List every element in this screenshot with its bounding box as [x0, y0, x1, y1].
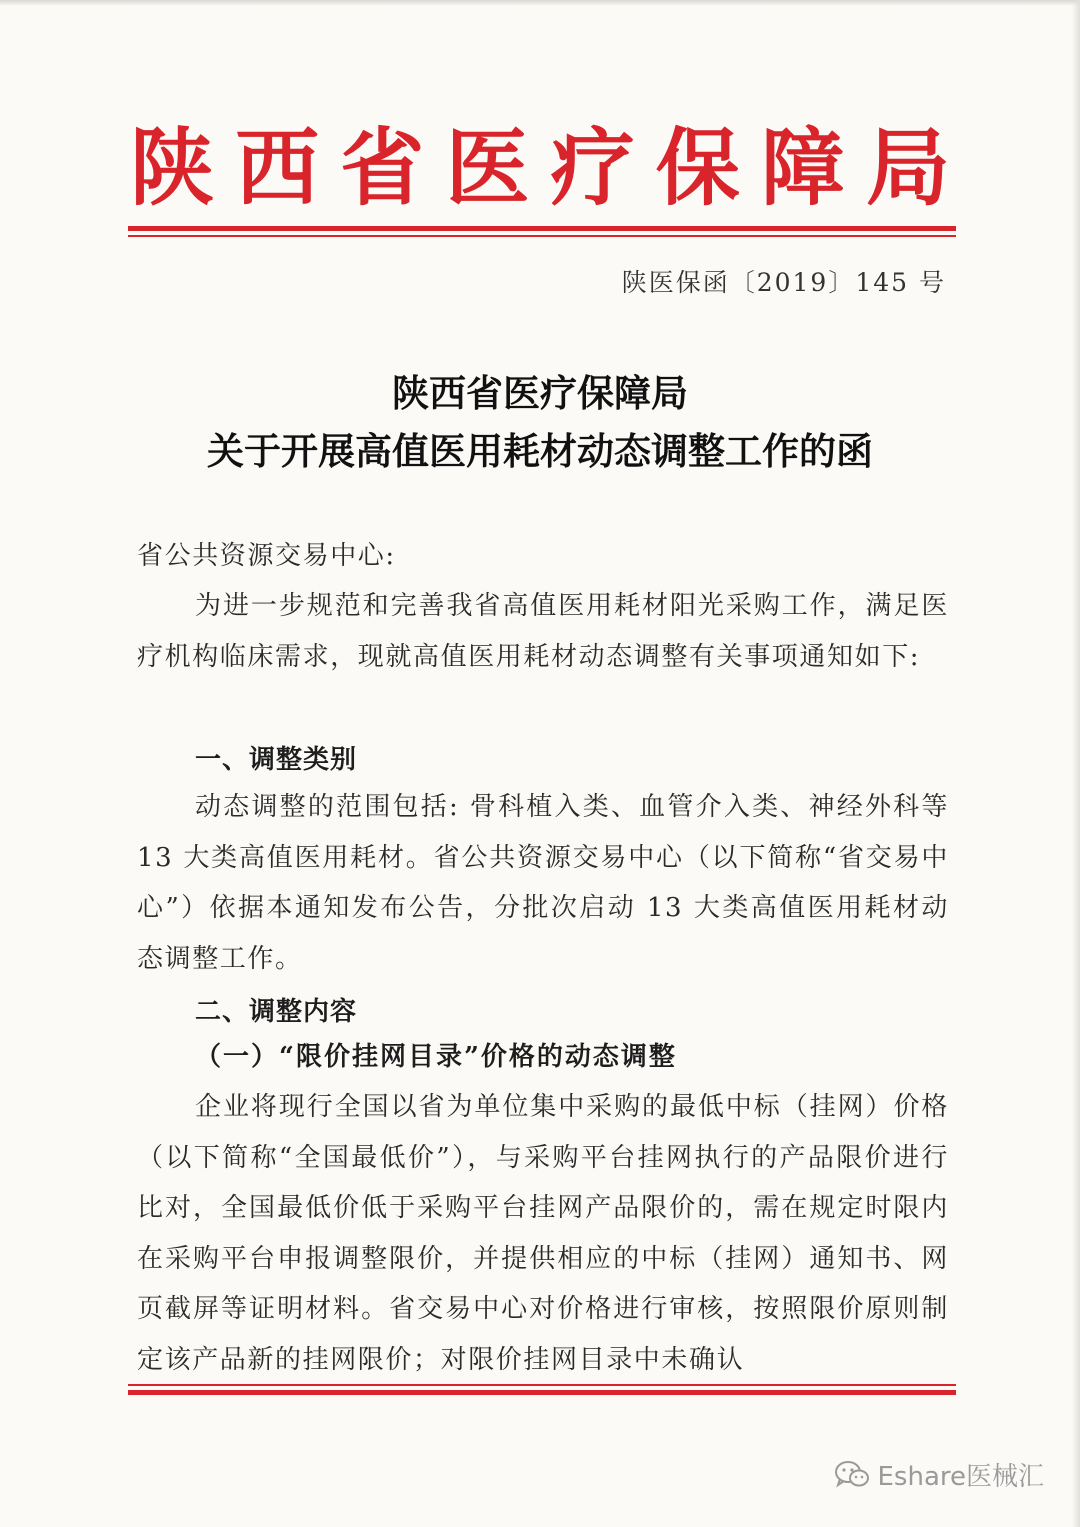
masthead-char: 保 — [655, 118, 740, 217]
section1-paragraph: 动态调整的范围包括: 骨科植入类、血管介入类、神经外科等 13 大类高值医用耗材。省公共资源交易中心（以下简称“省交易中心”）依据本通知发布公告，分批次启动 13 大类高值医用耗材动态调整工作。 — [137, 792, 949, 974]
document-title-line2: 关于开展高值医用耗材动态调整工作的函 — [207, 430, 873, 473]
masthead-char: 省 — [340, 118, 425, 217]
watermark-text: Eshare医械汇 — [877, 1462, 1044, 1492]
masthead-char: 医 — [445, 118, 530, 217]
masthead-char: 疗 — [550, 118, 635, 217]
document-title-line1: 陕西省医疗保障局 — [392, 372, 688, 415]
document-number: 陕医保函〔2019〕145 号 — [621, 268, 946, 297]
section2-heading: 二、调整内容 — [195, 997, 358, 1027]
intro-paragraph: 为进一步规范和完善我省高值医用耗材阳光采购工作，满足医疗机构临床需求，现就高值医用耗材动态调整有关事项通知如下: — [137, 591, 949, 672]
header-divider-thin — [128, 235, 956, 237]
masthead-char: 西 — [235, 118, 320, 217]
masthead-char: 局 — [865, 118, 950, 217]
section1-heading: 一、调整类别 — [195, 745, 358, 775]
section2-subheading: （一）“限价挂网目录”价格的动态调整 — [195, 1042, 677, 1072]
footer-divider-thin — [128, 1384, 956, 1386]
scan-edge — [1072, 0, 1080, 1527]
watermark — [834, 1456, 1045, 1493]
footer-divider-thick — [128, 1390, 956, 1395]
masthead — [130, 118, 950, 218]
scan-edge — [0, 0, 1080, 6]
masthead-char: 陕 — [130, 118, 215, 217]
salutation: 省公共资源交易中心: — [137, 541, 396, 571]
masthead-char: 障 — [760, 118, 845, 217]
wechat-icon — [834, 1460, 870, 1490]
section2-paragraph: 企业将现行全国以省为单位集中采购的最低中标（挂网）价格（以下简称“全国最低价”），与采购平台挂网执行的产品限价进行比对，全国最低价低于采购平台挂网产品限价的，需在规定时限内在采购平台申报调整限价，并提供相应的中标（挂网）通知书、网页截屏等证明材料。省交易中心对价格进行审核，按照限价原则制定该产品新的挂网限价；对限价挂网目录中未确认 — [137, 1092, 949, 1375]
header-divider-thick — [128, 226, 956, 231]
